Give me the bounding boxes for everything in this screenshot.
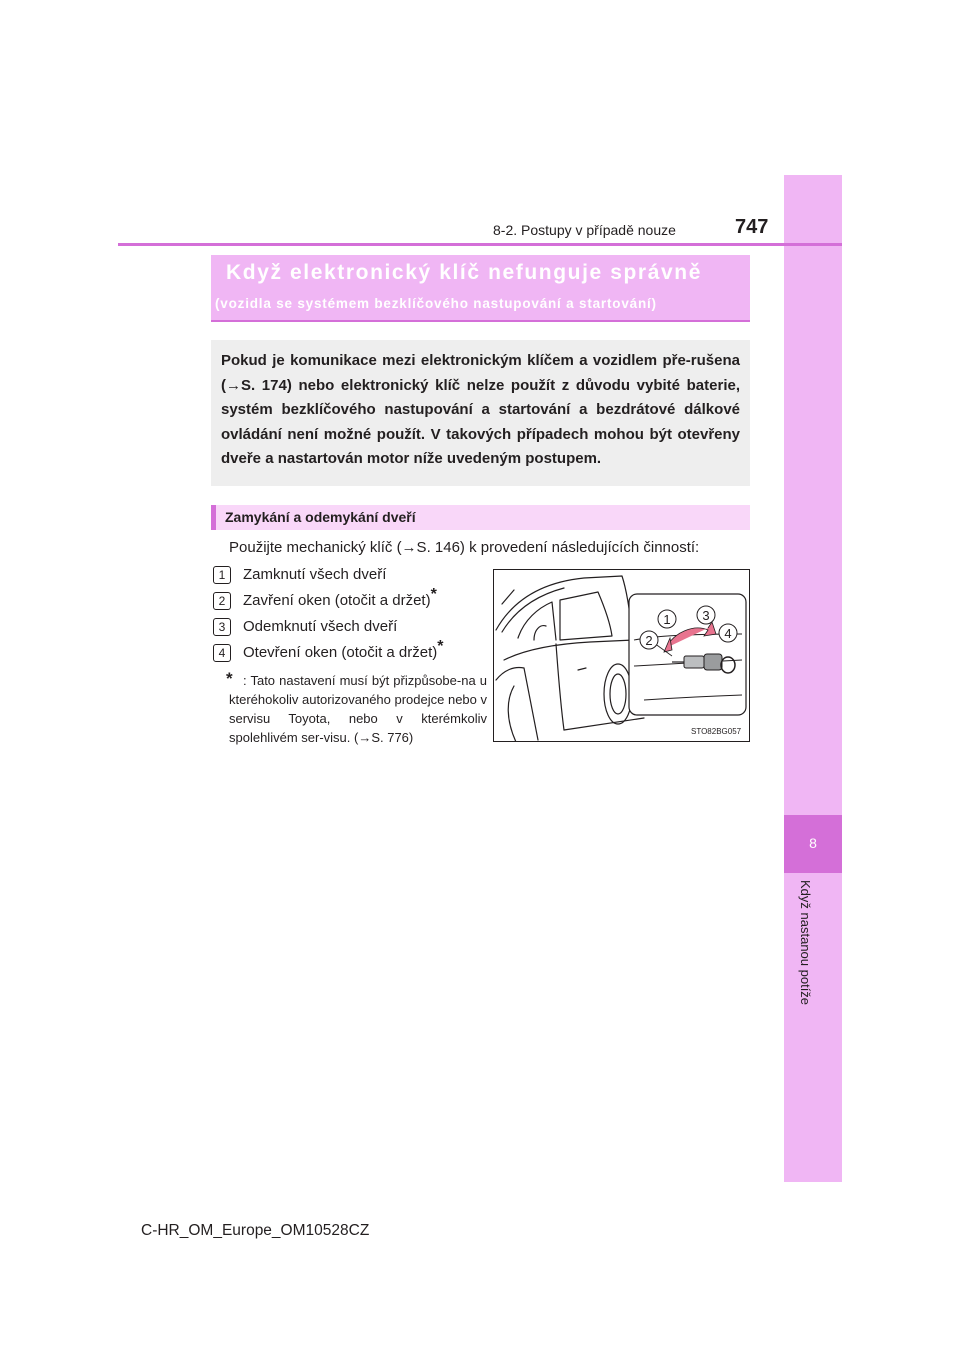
asterisk-marker: * (437, 638, 444, 655)
key-in-door-illustration (493, 569, 750, 742)
key-head-icon (684, 656, 704, 668)
step-list (213, 565, 485, 669)
detail-inset (629, 594, 746, 715)
chapter-title-vertical (774, 880, 852, 1140)
intro-text: Pokud je komunikace mezi elektronickým klíčem a vozidlem pře-rušena (→S. 174) nebo elektronický klíč nelze použít z důvodu vybité baterie, systém bezklíčového nastupování a startování a bezdrátové dálkové ovládání není možné použít. V takových případech mohou být otevřeny dveře a nastartován motor níže uvedeným postupem. (221, 352, 740, 467)
asterisk-marker: * (430, 586, 437, 603)
list-item (213, 565, 485, 591)
footnote-asterisk: * (226, 669, 233, 688)
car-door-lock-drawing (494, 570, 750, 742)
subheading: Zamykání a odemykání dveří (225, 509, 416, 525)
step-number-badge: 1 (213, 566, 231, 584)
intro-box (211, 340, 750, 486)
step-number-badge: 4 (213, 644, 231, 662)
step-number-badge: 3 (213, 618, 231, 636)
chapter-title: Když nastanou potíže (798, 880, 813, 1006)
chapter-number: 8 (784, 815, 842, 873)
step-label: Odemknutí všech dveří (243, 618, 398, 635)
step-number-badge: 2 (213, 592, 231, 610)
callout-label: 3 (702, 608, 710, 623)
list-item (213, 586, 485, 617)
callout-label: 1 (663, 612, 671, 627)
lead-text: Použijte mechanický klíč (→S. 146) k provedení následujících činností: (229, 539, 700, 556)
step-label: Zavření oken (otočit a držet)* (243, 586, 437, 609)
step-label: Zamknutí všech dveří (243, 566, 387, 583)
title-banner (211, 255, 750, 322)
list-item (213, 617, 485, 643)
page-subtitle: (vozidla se systémem bezklíčového nastupování a startování) (215, 296, 657, 311)
list-item (213, 638, 485, 669)
header-divider (118, 243, 842, 246)
document-code-footer: C-HR_OM_Europe_OM10528CZ (141, 1222, 370, 1239)
callout-label: 2 (645, 633, 653, 648)
footnote-text: : Tato nastavení musí být přizpůsobe-na u kteréhokoliv autorizovaného prodejce nebo v servisu Toyota, nebo v kterémkoliv spolehlivém ser-visu. (→S. 776) (229, 673, 488, 745)
callout-label: 4 (724, 626, 732, 641)
illustration-code: STO82BG057 (691, 727, 742, 736)
page-title: Když elektronický klíč nefunguje správně (226, 261, 702, 284)
step-label: Otevření oken (otočit a držet)* (243, 638, 444, 661)
section-header: 8-2. Postupy v případě nouze (493, 222, 676, 238)
subheading-bar (211, 505, 750, 530)
page-number: 747 (735, 216, 769, 238)
